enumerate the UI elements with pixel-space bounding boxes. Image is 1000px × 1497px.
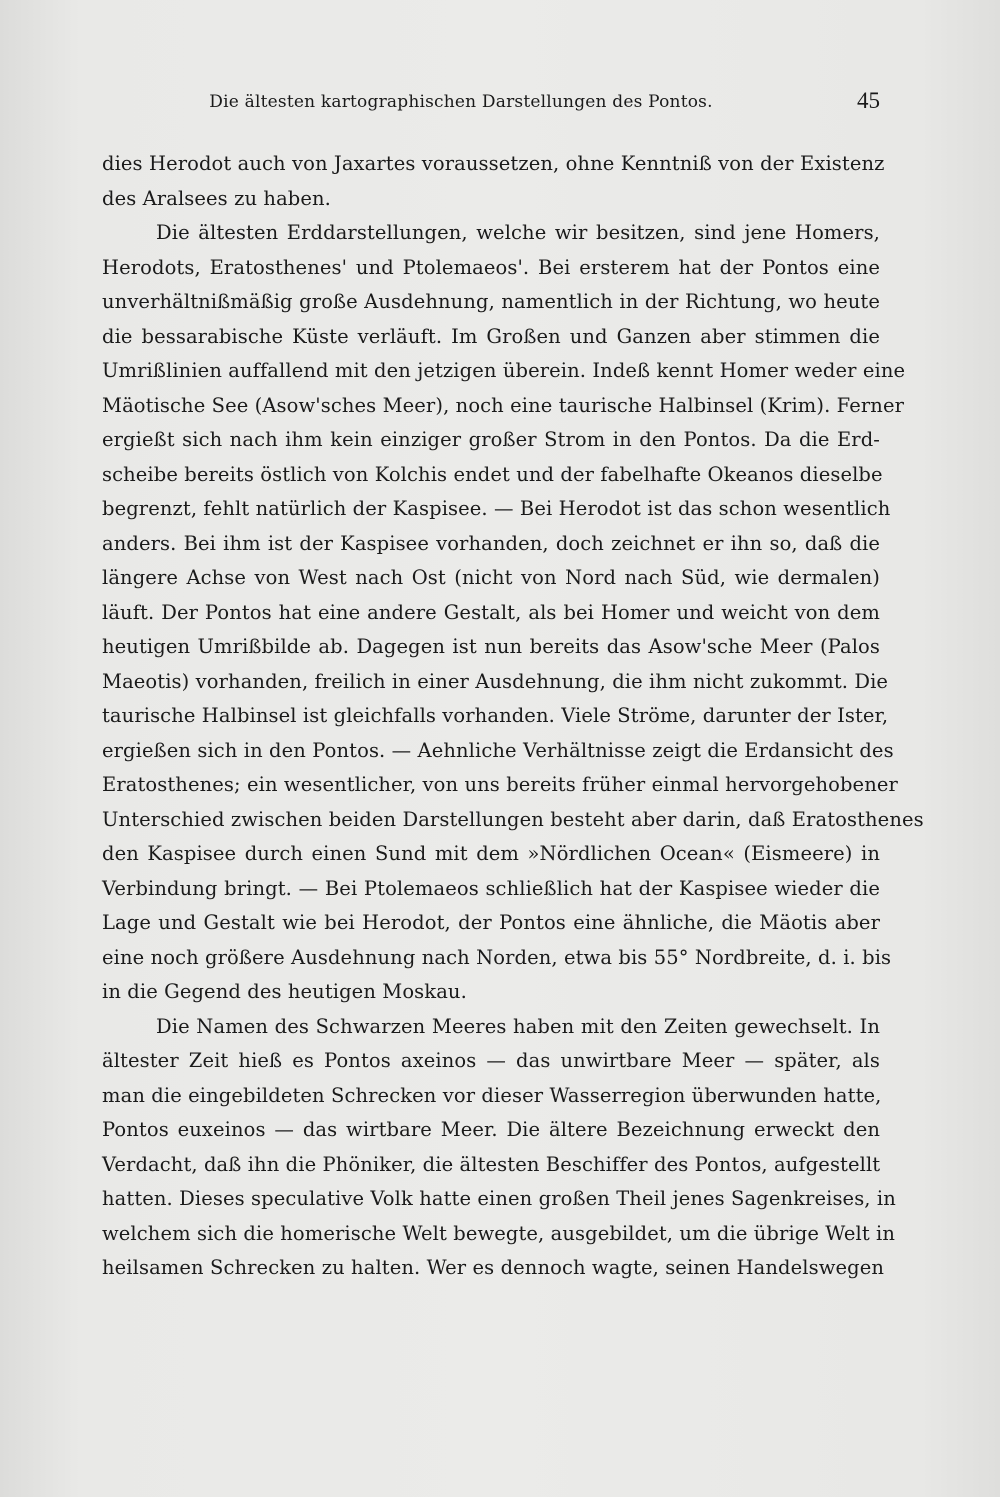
- text-line: Pontos euxeinos — das wirtbare Meer. Die ältere Bezeichnung erweckt den: [102, 1118, 880, 1141]
- text-line: anders. Bei ihm ist der Kaspisee vorhanden, doch zeichnet er ihn so, daß die: [102, 531, 880, 555]
- text-line: man die eingebildeten Schrecken vor dieser Wasserregion überwunden hatte,: [102, 1083, 882, 1107]
- text-line: dies Herodot auch von Jaxartes voraussetzen, ohne Kenntniß von der Existenz: [102, 152, 885, 175]
- text-line: Eratosthenes; ein wesentlicher, von uns bereits früher einmal hervorgehobener: [102, 773, 898, 796]
- text-line: den Kaspisee durch einen Sund mit dem »Nördlichen Ocean« (Eismeere) in: [102, 842, 880, 865]
- text-line: begrenzt, fehlt natürlich der Kaspisee. — Bei Herodot ist das schon wesentlich: [102, 497, 891, 520]
- text-line: Die Namen des Schwarzen Meeres haben mit den Zeiten gewechselt. In: [156, 1014, 880, 1038]
- body-text: [102, 147, 924, 1286]
- page-number: 45: [857, 88, 880, 113]
- text-line: scheibe bereits östlich von Kolchis endet und der fabelhafte Okeanos dieselbe: [102, 462, 883, 486]
- text-line: in die Gegend des heutigen Moskau.: [102, 980, 467, 1003]
- text-line: Unterschied zwischen beiden Darstellungen besteht aber darin, daß Eratosthenes: [102, 807, 924, 831]
- running-title: Die ältesten kartographischen Darstellungen des Pontos.: [209, 92, 713, 112]
- text-line: die bessarabische Küste verläuft. Im Großen und Ganzen aber stimmen die: [102, 324, 880, 348]
- text-line: taurische Halbinsel ist gleichfalls vorhanden. Viele Ströme, darunter der Ister,: [102, 704, 889, 727]
- text-line: ergießt sich nach ihm kein einziger großer Strom in den Pontos. Da die Erd-: [102, 428, 880, 451]
- text-line: ältester Zeit hieß es Pontos axeinos — das unwirtbare Meer — später, als: [102, 1049, 880, 1072]
- text-line: heutigen Umrißbilde ab. Dagegen ist nun bereits das Asow'sche Meer (Palos: [102, 635, 880, 658]
- text-line: läuft. Der Pontos hat eine andere Gestalt, als bei Homer und weicht von dem: [102, 600, 880, 624]
- text-line: welchem sich die homerische Welt bewegte, ausgebildet, um die übrige Welt in: [102, 1221, 896, 1245]
- text-line: heilsamen Schrecken zu halten. Wer es dennoch wagte, seinen Handelswegen: [102, 1256, 885, 1279]
- text-line: Verbindung bringt. — Bei Ptolemaeos schließlich hat der Kaspisee wieder die: [102, 876, 880, 900]
- text-line: Umrißlinien auffallend mit den jetzigen überein. Indeß kennt Homer weder eine: [102, 359, 906, 382]
- text-line: längere Achse von West nach Ost (nicht von Nord nach Süd, wie dermalen): [102, 566, 880, 589]
- text-line: hatten. Dieses speculative Volk hatte einen großen Theil jenes Sagenkreises, in: [102, 1187, 896, 1210]
- text-line: Maeotis) vorhanden, freilich in einer Ausdehnung, die ihm nicht zukommt. Die: [102, 669, 889, 693]
- text-line: des Aralsees zu haben.: [102, 186, 331, 210]
- text-line: Verdacht, daß ihn die Phöniker, die ältesten Beschiffer des Pontos, aufgestellt: [102, 1152, 881, 1176]
- text-line: Herodots, Eratosthenes' und Ptolemaeos'. Bei ersterem hat der Pontos eine: [102, 255, 880, 279]
- running-head: [102, 88, 880, 118]
- text-line: Mäotische See (Asow'sches Meer), noch eine taurische Halbinsel (Krim). Ferner: [102, 393, 905, 417]
- text-line: unverhältnißmäßig große Ausdehnung, namentlich in der Richtung, wo heute: [102, 290, 880, 313]
- text-line: Die ältesten Erddarstellungen, welche wir besitzen, sind jene Homers,: [156, 221, 880, 244]
- text-line: Lage und Gestalt wie bei Herodot, der Pontos eine ähnliche, die Mäotis aber: [102, 911, 880, 934]
- text-line: ergießen sich in den Pontos. — Aehnliche Verhältnisse zeigt die Erdansicht des: [102, 738, 894, 762]
- text-line: eine noch größere Ausdehnung nach Norden, etwa bis 55° Nordbreite, d. i. bis: [102, 945, 892, 969]
